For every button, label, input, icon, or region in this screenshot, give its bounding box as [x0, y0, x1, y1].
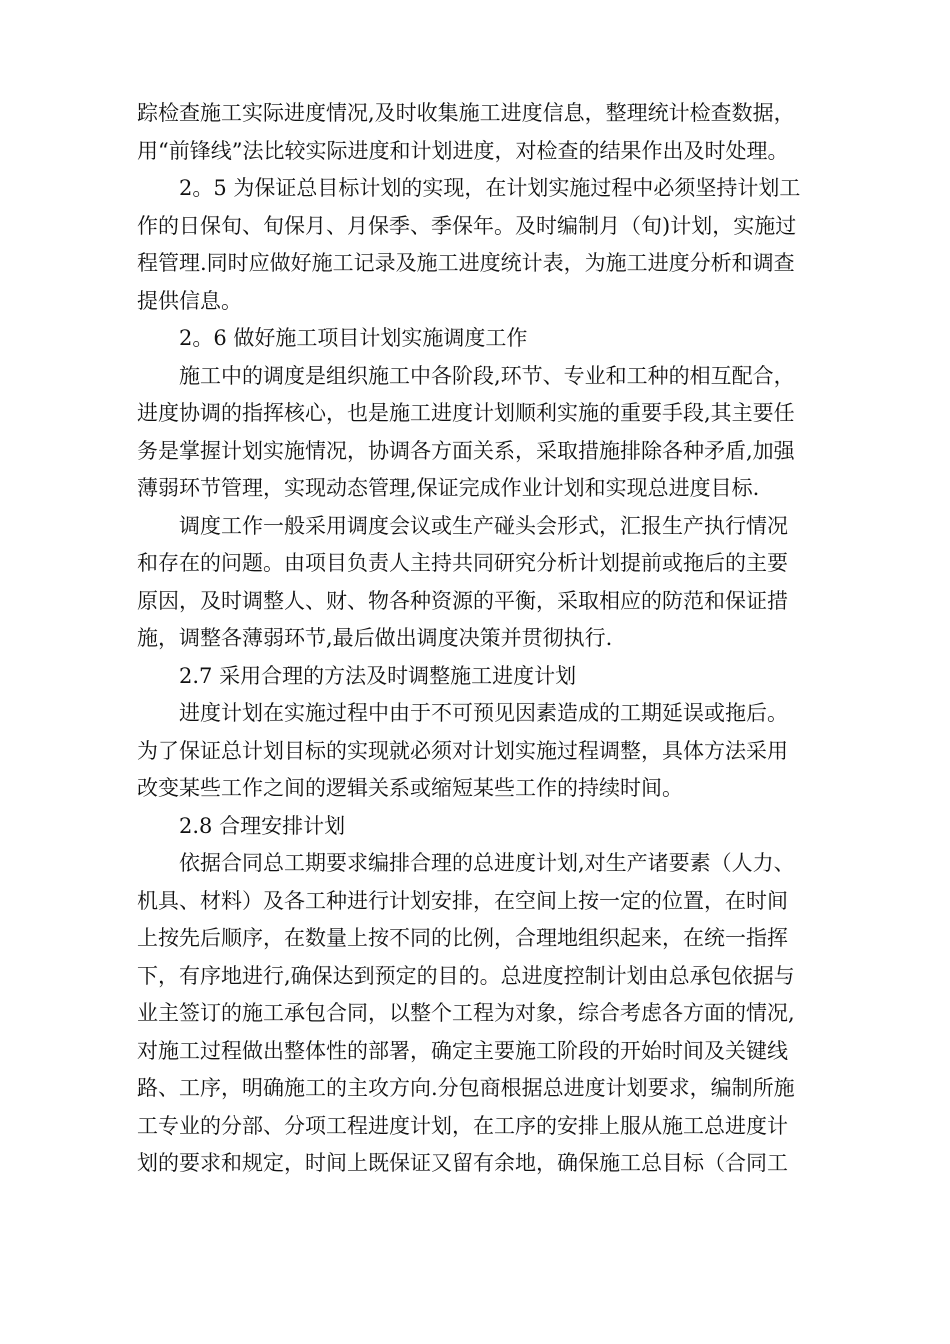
text-line: 下，有序地进行,确保达到预定的目的。总进度控制计划由总承包依据与	[137, 963, 795, 988]
text-line: 原因，及时调整人、财、物各种资源的平衡，采取相应的防范和保证措	[137, 588, 788, 613]
text-line: 薄弱环节管理，实现动态管理,保证完成作业计划和实现总进度目标.	[137, 476, 760, 500]
text-line: 路、工序，明确施工的主攻方向.分包商根据总进度计划要求，编制所施	[137, 1076, 795, 1100]
text-line: 2.8 合理安排计划	[179, 813, 346, 838]
text-line: 提供信息。	[137, 288, 242, 313]
text-line: 踪检查施工实际进度情况,及时收集施工进度信息，整理统计检查数据，	[137, 101, 795, 125]
text-line: 为了保证总计划目标的实现就必须对计划实施过程调整，具体方法采用	[137, 738, 788, 763]
text-line: 务是掌握计划实施情况，协调各方面关系，采取措施排除各种矛盾,加强	[137, 438, 795, 463]
text-line: 依据合同总工期要求编排合理的总进度计划,对生产诸要素（人力、	[179, 851, 795, 875]
text-line: 施，调整各薄弱环节,最后做出调度决策并贯彻执行.	[137, 626, 613, 650]
text-line: 2.7 采用合理的方法及时调整施工进度计划	[179, 663, 577, 688]
text-line: 作的日保旬、旬保月、月保季、季保年。及时编制月（旬)计划，实施过	[137, 213, 797, 238]
text-line: 机具、材料）及各工种进行计划安排，在空间上按一定的位置，在时间	[137, 888, 788, 913]
text-line: 调度工作一般采用调度会议或生产碰头会形式，汇报生产执行情况	[179, 513, 788, 538]
text-line: 2。6 做好施工项目计划实施调度工作	[179, 326, 528, 350]
text-line: 2。5 为保证总目标计划的实现，在计划实施过程中必须坚持计划工	[179, 176, 801, 200]
text-line: 业主签订的施工承包合同，以整个工程为对象，综合考虑各方面的情况,	[137, 1001, 795, 1025]
text-line: 上按先后顺序，在数量上按不同的比例，合理地组织起来，在统一指挥	[137, 926, 788, 950]
text-line: 进度计划在实施过程中由于不可预见因素造成的工期延误或拖后。	[179, 701, 788, 725]
text-line: 和存在的问题。由项目负责人主持共同研究分析计划提前或拖后的主要	[137, 551, 788, 575]
text-line: 改变某些工作之间的逻辑关系或缩短某些工作的持续时间。	[137, 776, 683, 800]
text-line: 用“前锋线”法比较实际进度和计划进度，对检查的结果作出及时处理。	[137, 138, 789, 163]
text-line: 对施工过程做出整体性的部署，确定主要施工阶段的开始时间及关键线	[137, 1038, 788, 1063]
document-body	[137, 95, 837, 1183]
text-line: 施工中的调度是组织施工中各阶段,环节、专业和工种的相互配合，	[179, 363, 795, 388]
text-line: 工专业的分部、分项工程进度计划，在工序的安排上服从施工总进度计	[137, 1113, 788, 1138]
text-line: 进度协调的指挥核心，也是施工进度计划顺利实施的重要手段,其主要任	[137, 401, 795, 425]
text-line: 划的要求和规定，时间上既保证又留有余地，确保施工总目标（合同工	[137, 1151, 788, 1175]
text-line: 程管理.同时应做好施工记录及施工进度统计表，为施工进度分析和调查	[137, 251, 795, 275]
